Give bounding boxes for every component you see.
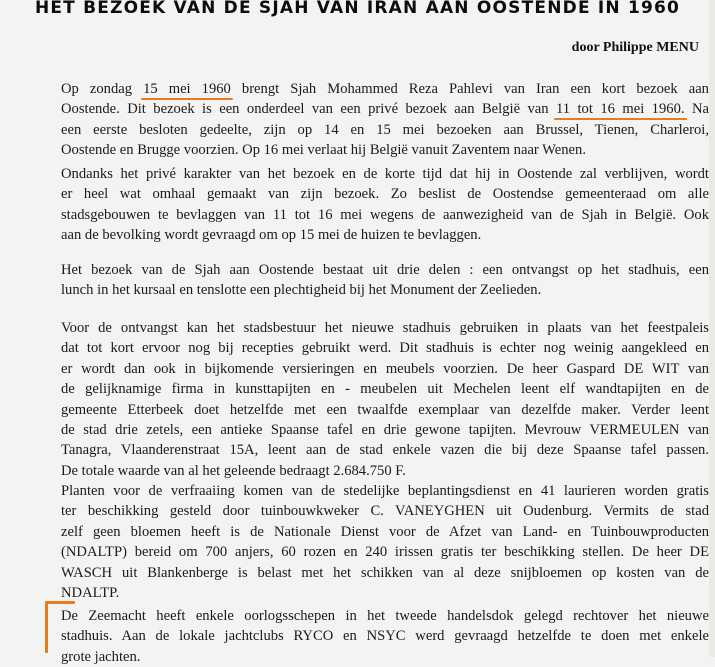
text-line: Tanagra, Vlaanderenstraat 15A, leent aan de stad enkele vazen die bij deze Spaanse tafel passen. — [61, 442, 709, 459]
text-line: De Zeemacht heeft enkele oorlogsschepen in het tweede handelsdok gelegd rechtover het nieuwe — [61, 608, 709, 624]
byline — [572, 40, 699, 56]
page-edge — [709, 0, 715, 657]
text-fragment: brengt Sjah Mohammed Reza Pahlevi van Iran een kort bezoek aan — [230, 81, 709, 97]
text-line: ter beschikking gesteld door tuinbouwkweker C. VANEYGHEN uit Oudenburg. Vermits de stad — [61, 503, 709, 520]
paragraph-4 — [61, 318, 709, 481]
text-line: zelf geen bloemen heeft is de Nationale Dienst voor de Afzet van Land- en Tuinbouwproducten — [61, 523, 709, 540]
paragraph-2 — [61, 164, 709, 246]
text-line: lunch in het kursaal en tenslotte een plechtigheid bij het Monument der Zeelieden. — [61, 282, 542, 299]
text-line: dat tot kort ervoor nog bij recepties gebruikt werd. Dit stadhuis is echter nog weinig aangekleed en — [61, 340, 709, 357]
text-line: (NDALTP) bereid om 700 anjers, 60 rozen en 240 irissen gratis ter beschikking stellen. De heer DE — [61, 544, 709, 561]
text-fragment: Na — [684, 101, 709, 118]
text-line — [61, 79, 709, 99]
margin-highlight-bracket — [45, 601, 75, 604]
text-line: Oostende en Brugge voorzien. Op 16 mei verlaat hij België vanuit Zaventem naar Wenen. — [61, 142, 586, 159]
paragraph-6 — [61, 606, 709, 667]
text-line: een eerste besloten gedeelte, zijn op 14 en 15 mei bezoeken aan Brussel, Tienen, Charleroi, — [61, 121, 709, 138]
text-line: WASCH uit Blankenberge is belast met het schikken van al deze snijbloemen op kosten van de — [61, 564, 709, 581]
text-line: de stad drie zetels, een antieke Spaanse tafel en drie gewone tapijten. Mevrouw VERMEULEN van — [61, 422, 709, 439]
paragraph-3 — [61, 260, 709, 301]
highlighted-date: 15 mei 1960 — [143, 81, 231, 97]
text-line: er wordt dan ook in bijkomende versieringen en meubels voorzien. De heer Gaspard DE WIT van — [61, 360, 709, 377]
text-line: Voor de ontvangst kan het stadsbestuur het nieuwe stadhuis gebruiken in plaats van het feestpaleis — [61, 320, 709, 336]
text-line: Het bezoek van de Sjah aan Oostende bestaat uit drie delen : een ontvangst op het stadhuis, een — [61, 262, 709, 278]
byline-author: Philippe MENU — [602, 40, 699, 55]
text-fragment: Op zondag — [61, 81, 144, 97]
text-line: aan de bevolking wordt gevraagd om op 15 mei de huizen te bevlaggen. — [61, 227, 482, 244]
text-line: gemeente Etterbeek doet hetzelfde met een twaalfde exemplaar van dezelfde maker. Verder leent — [61, 401, 709, 418]
text-line: de gelijknamige firma in kunsttapijten en - meubelen uit Mechelen leent elf wandtapijten en de — [61, 381, 709, 398]
text-line — [61, 99, 709, 119]
byline-prefix: door — [571, 40, 603, 55]
text-line: Planten voor de verfraaiing komen van de stedelijke beplantingsdienst en 41 laurieren worden gratis — [61, 483, 709, 499]
margin-highlight-bracket — [45, 603, 48, 653]
text-line: stadsgebouwen te bevlaggen van 11 tot 16 mei wegens de aanwezigheid van de Sjah in België. Ook — [61, 206, 709, 223]
text-line: grote jachten. — [61, 648, 141, 665]
text-fragment: Oostende. Dit bezoek is een onderdeel van een privé bezoek aan België van — [61, 101, 556, 118]
paragraph-5 — [61, 481, 709, 603]
text-line: er heel wat omhaal gemaakt van zijn bezoek. Zo beslist de Oostendse gemeenteraad om alle — [61, 186, 709, 203]
text-line: stadhuis. Aan de lokale jachtclubs RYCO en NSYC werd gevraagd hetzelfde te doen met enkele — [61, 628, 709, 645]
paragraph-1 — [61, 79, 709, 161]
text-line: De totale waarde van al het geleende bedraagt 2.684.750 F. — [61, 462, 406, 479]
text-line: Ondanks het privé karakter van het bezoek en de korte tijd dat hij in Oostende zal verblijven, wordt — [61, 166, 709, 182]
text-line: NDALTP. — [61, 585, 120, 602]
document-title: HET BEZOEK VAN DE SJAH VAN IRAN AAN OOSTENDE IN 1960 — [34, 0, 681, 18]
highlighted-date-range: 11 tot 16 mei 1960. — [556, 101, 685, 118]
